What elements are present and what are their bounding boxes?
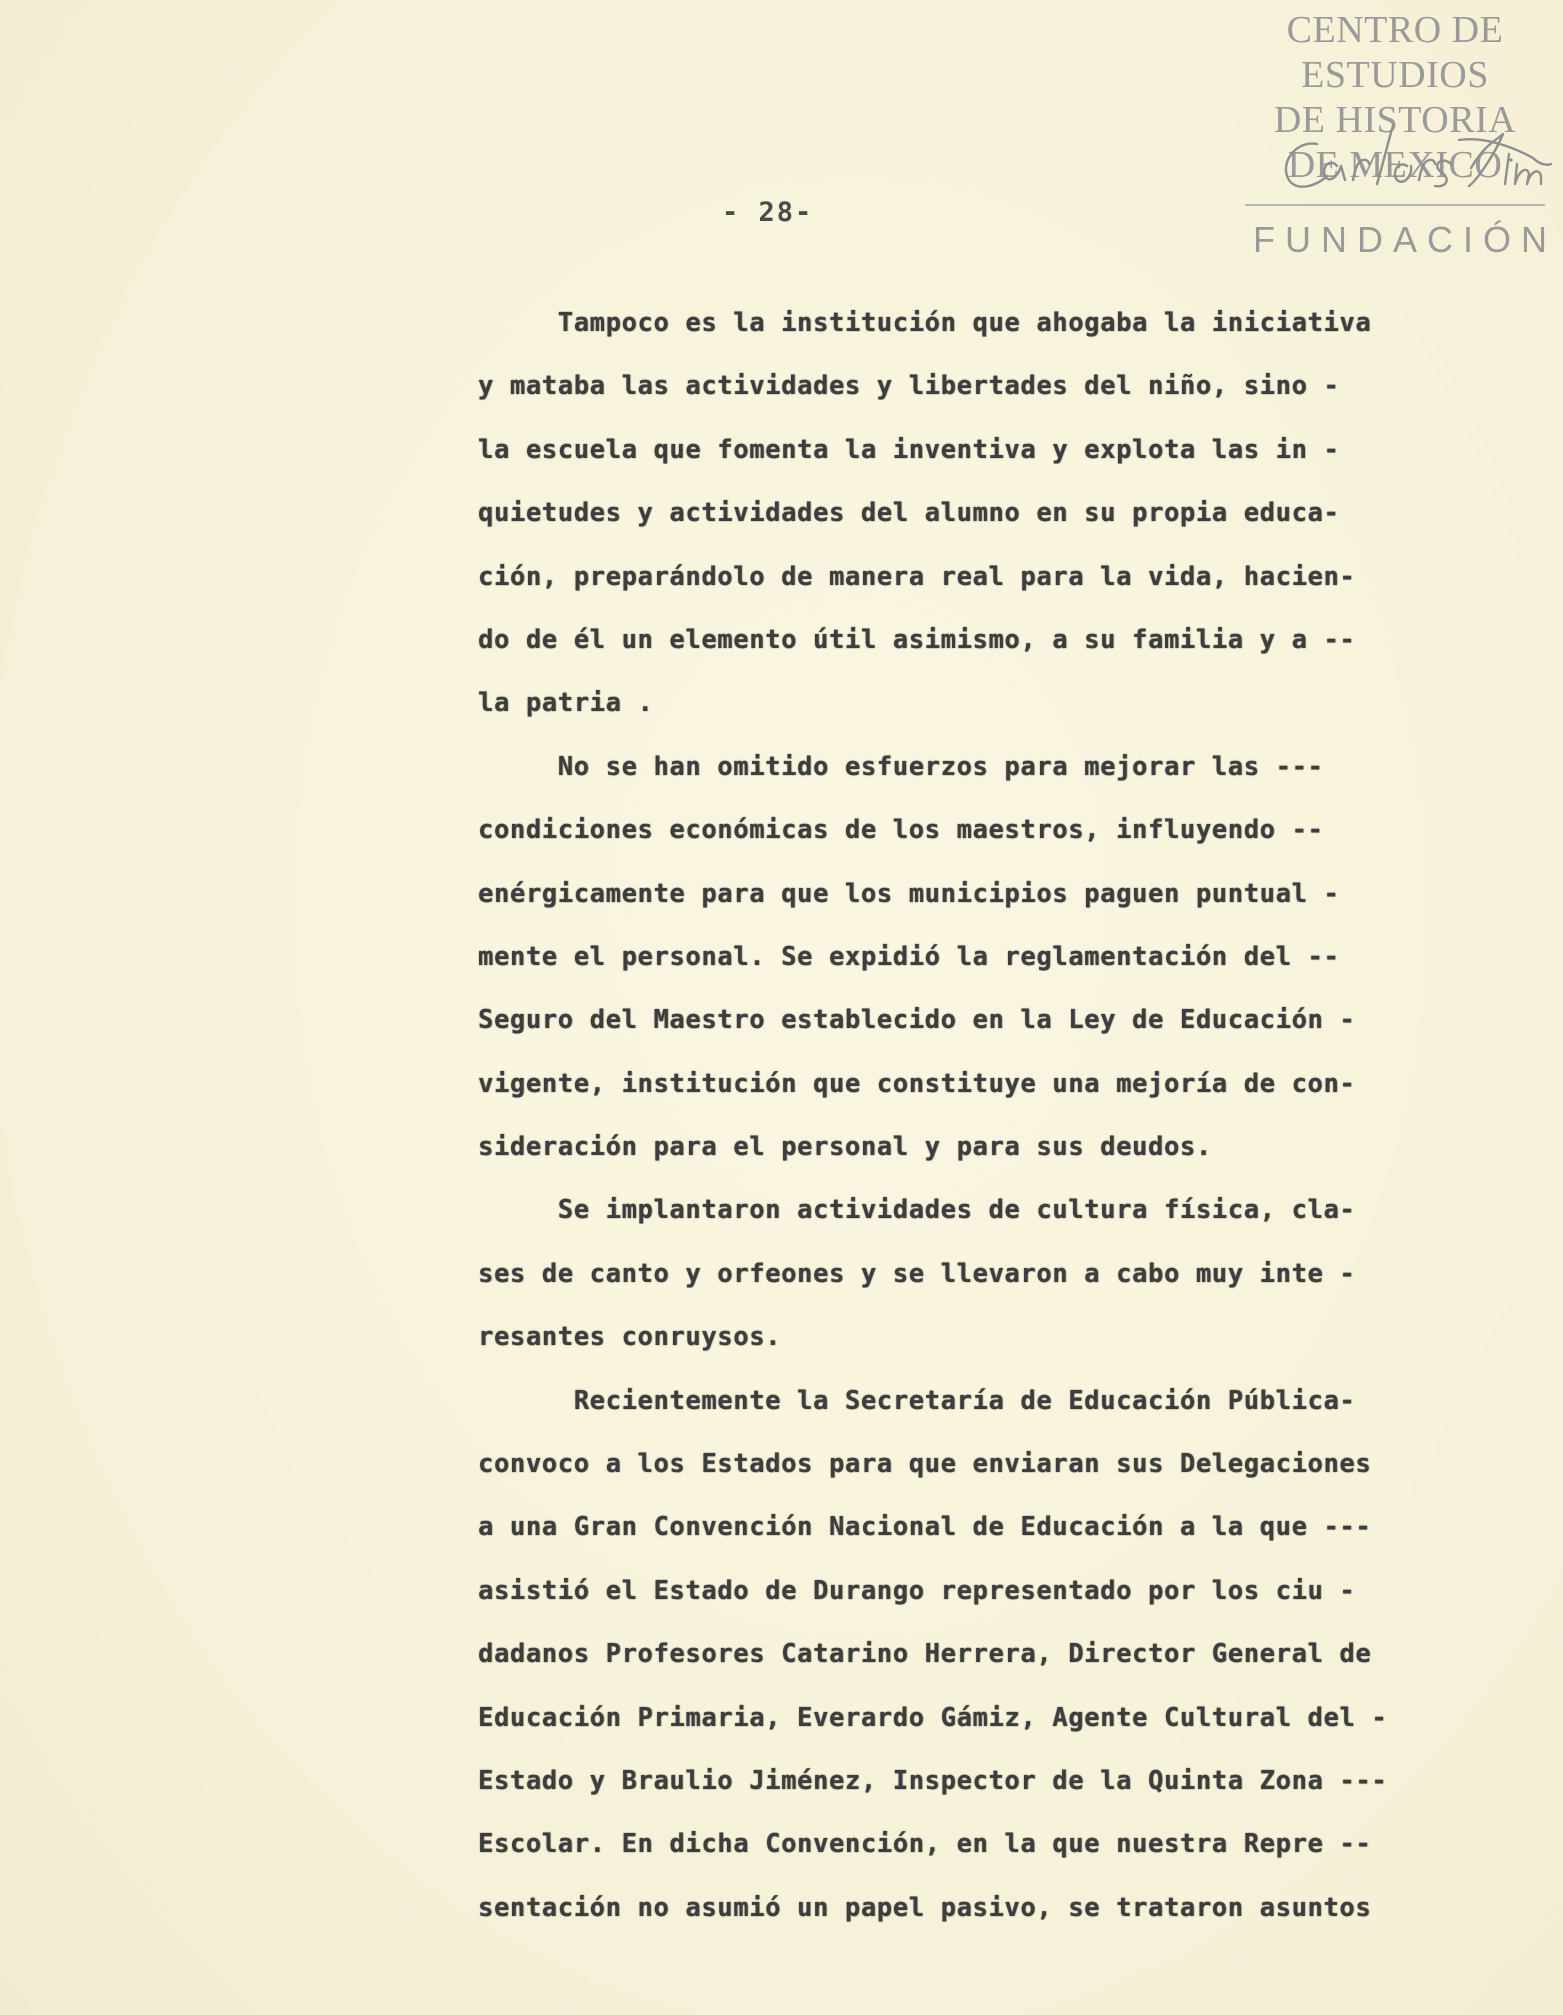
signature-icon <box>1265 114 1555 204</box>
text-line: mente el personal. Se expidió la reglamentación del -- <box>478 941 1340 972</box>
text-line: Seguro del Maestro establecido en la Ley de Educación - <box>478 1005 1356 1036</box>
stamp-line-4: DE MEXICO <box>1287 144 1503 186</box>
text-line: Se implantaron actividades de cultura física, cla- <box>478 1195 1356 1226</box>
text-line: la patria . <box>478 688 654 719</box>
text-line: vigente, institución que constituye una mejoría de con- <box>478 1068 1356 1099</box>
stamp-line-2: ESTUDIOS <box>1301 54 1489 96</box>
text-line: enérgicamente para que los municipios paguen puntual - <box>478 878 1340 909</box>
text-line: quietudes y actividades del alumno en su propia educa- <box>478 498 1340 529</box>
archive-stamp <box>1245 8 1557 260</box>
typewritten-body <box>478 292 1523 1940</box>
text-line: asistió el Estado de Durango representado por los ciu - <box>478 1575 1356 1606</box>
text-line: y mataba las actividades y libertades del niño, sino - <box>478 371 1340 402</box>
text-line: Escolar. En dicha Convención, en la que nuestra Repre -- <box>478 1829 1372 1860</box>
text-line: dadanos Profesores Catarino Herrera, Director General de <box>478 1639 1372 1670</box>
stamp-line-1: CENTRO DE <box>1286 9 1504 51</box>
text-line: Recientemente la Secretaría de Educación Pública- <box>478 1385 1356 1416</box>
text-line: ses de canto y orfeones y se llevaron a cabo muy inte - <box>478 1258 1356 1289</box>
text-line: a una Gran Convención Nacional de Educación a la que --- <box>478 1512 1372 1543</box>
text-line: ción, preparándolo de manera real para la vida, hacien- <box>478 561 1356 592</box>
stamp-foundation: FUNDACIÓN <box>1253 219 1557 260</box>
text-line: Tampoco es la institución que ahogaba la iniciativa <box>478 308 1372 338</box>
text-line: sideración para el personal y para sus deudos. <box>478 1132 1212 1163</box>
text-line: do de él un elemento útil asimismo, a su familia y a -- <box>478 624 1356 655</box>
text-line: No se han omitido esfuerzos para mejorar las --- <box>478 751 1324 782</box>
text-line: condiciones económicas de los maestros, influyendo -- <box>478 815 1324 846</box>
text-line: Estado y Braulio Jiménez, Inspector de la Quinta Zona --- <box>478 1765 1388 1796</box>
text-line: sentación no asumió un papel pasivo, se trataron asuntos <box>478 1892 1372 1923</box>
text-line: resantes conruysos. <box>478 1322 782 1353</box>
stamp-line-3: DE HISTORIA <box>1273 99 1517 141</box>
text-line: Educación Primaria, Everardo Gámiz, Agente Cultural del - <box>478 1702 1388 1733</box>
text-line: convoco a los Estados para que enviaran sus Delegaciones <box>478 1449 1372 1480</box>
text-line: la escuela que fomenta la inventiva y explota las in - <box>478 434 1340 465</box>
page-number: - 28- <box>722 197 814 228</box>
stamp-divider <box>1245 204 1545 206</box>
